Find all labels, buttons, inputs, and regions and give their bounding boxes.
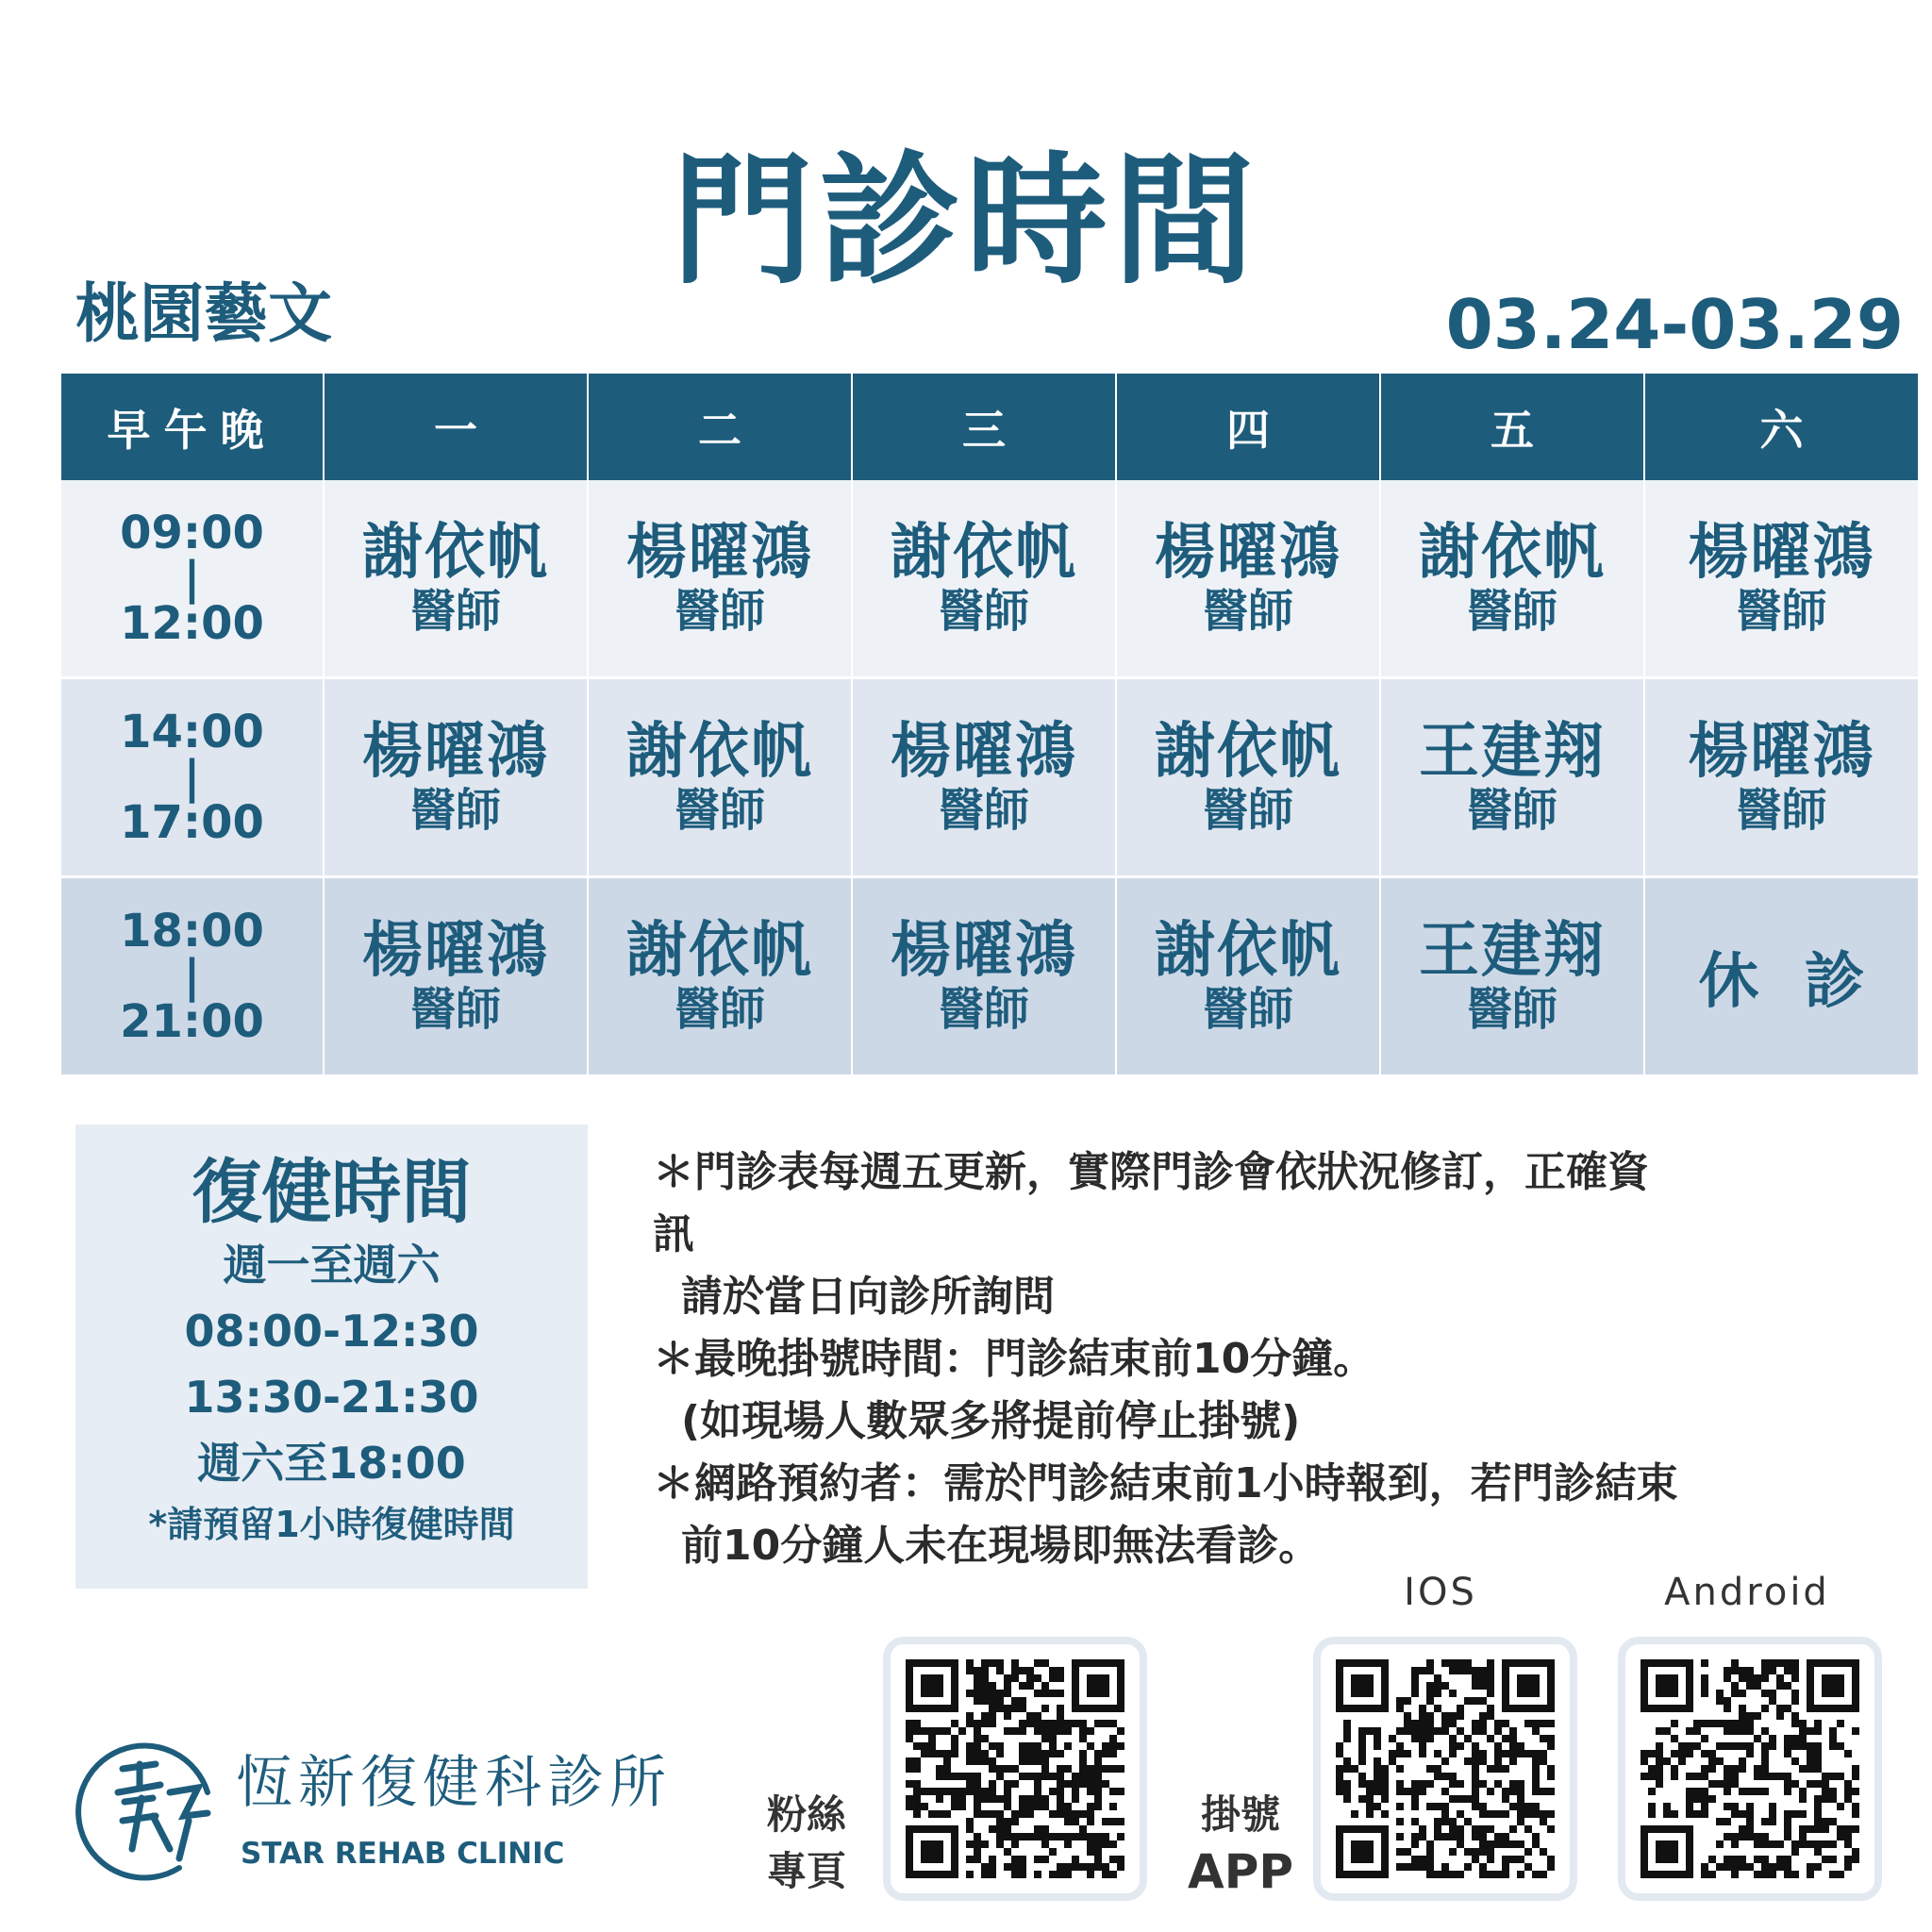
doctor-name: 謝依帆 — [362, 518, 549, 589]
fans-page-qr-code[interactable] — [883, 1637, 1147, 1901]
time-end: 12:00 — [120, 597, 264, 650]
clinic-name-cn: 恆新復健科診所 — [236, 1750, 672, 1816]
rehab-line: 週一至週六 — [223, 1240, 441, 1291]
time-end: 17:00 — [120, 796, 264, 849]
time-slot — [61, 877, 324, 1075]
note-line: ＊最晚掛號時間：門診結束前10分鐘。 — [653, 1335, 1375, 1383]
time-end: 21:00 — [120, 995, 264, 1048]
doctor-name: 楊曜鴻 — [626, 518, 813, 589]
doctor-title: 醫師 — [938, 584, 1029, 638]
qr-code-icon — [906, 1659, 1124, 1878]
schedule-cell — [1644, 877, 1918, 1075]
closed-label: 休診 — [1698, 947, 1910, 1017]
schedule-row — [61, 480, 1918, 678]
doctor-title: 醫師 — [1202, 982, 1293, 1036]
schedule-cell — [852, 678, 1116, 877]
doctor-title: 醫師 — [1202, 584, 1293, 638]
time-separator: | — [183, 751, 201, 804]
ios-app-qr-code[interactable] — [1313, 1637, 1577, 1901]
schedule-cell — [1380, 480, 1644, 678]
schedule-cell — [1644, 678, 1918, 877]
doctor-title: 醫師 — [1202, 783, 1293, 837]
day-header: 六 — [1644, 374, 1918, 480]
rehab-hours-box — [75, 1124, 588, 1589]
doctor-name: 謝依帆 — [626, 717, 813, 788]
android-app-qr-code[interactable] — [1618, 1637, 1882, 1901]
doctor-title: 醫師 — [938, 783, 1029, 837]
doctor-name: 楊曜鴻 — [362, 916, 549, 987]
doctor-name: 王建翔 — [1419, 717, 1606, 788]
corner-label: 早午晚 — [61, 374, 324, 480]
doctor-name: 楊曜鴻 — [891, 717, 1077, 788]
schedule-row — [61, 877, 1918, 1075]
qr-code-icon — [1641, 1659, 1859, 1878]
clinic-name-en: STAR REHAB CLINIC — [241, 1837, 565, 1871]
note-line: 前10分鐘人未在現場即無法看診。 — [681, 1522, 1321, 1570]
schedule-row — [61, 678, 1918, 877]
time-start: 18:00 — [120, 905, 264, 958]
doctor-name: 謝依帆 — [626, 916, 813, 987]
rehab-title: 復健時間 — [192, 1152, 472, 1233]
schedule-cell — [588, 480, 852, 678]
doctor-title: 醫師 — [409, 982, 501, 1036]
schedule-cell — [588, 877, 852, 1075]
schedule-cell — [1380, 678, 1644, 877]
doctor-name: 楊曜鴻 — [362, 717, 549, 788]
schedule-cell — [1116, 877, 1380, 1075]
doctor-name: 王建翔 — [1419, 916, 1606, 987]
schedule-cell — [1116, 480, 1380, 678]
schedule-cell — [1644, 480, 1918, 678]
note-line: ＊門診表每週五更新，實際門診會依狀況修訂，正確資 — [653, 1148, 1649, 1196]
note-line: 訊 — [653, 1210, 694, 1258]
day-header: 二 — [588, 374, 852, 480]
note-line: 請於當日向診所詢問 — [681, 1273, 1055, 1321]
notes-section — [653, 1141, 1870, 1577]
booking-app-label: 掛號 APP — [1188, 1791, 1293, 1899]
doctor-title: 醫師 — [1736, 783, 1827, 837]
day-header: 三 — [852, 374, 1116, 480]
fans-page-label: 粉絲 專頁 — [766, 1791, 846, 1894]
doctor-title: 醫師 — [938, 982, 1029, 1036]
doctor-name: 謝依帆 — [1155, 717, 1341, 788]
time-slot — [61, 678, 324, 877]
doctor-name: 楊曜鴻 — [1155, 518, 1341, 589]
doctor-title: 醫師 — [409, 584, 501, 638]
doctor-name: 楊曜鴻 — [1688, 717, 1875, 788]
schedule-cell — [852, 877, 1116, 1075]
time-slot — [61, 480, 324, 678]
doctor-title: 醫師 — [1736, 584, 1827, 638]
rehab-note: *請預留1小時復健時間 — [148, 1503, 515, 1545]
qr-code-icon — [1336, 1659, 1555, 1878]
doctor-title: 醫師 — [674, 982, 765, 1036]
rehab-line: 週六至18:00 — [197, 1437, 466, 1489]
day-header: 一 — [324, 374, 588, 480]
note-line: ＊網路預約者：需於門診結束前1小時報到，若門診結束 — [653, 1459, 1678, 1507]
day-header: 五 — [1380, 374, 1644, 480]
rehab-line: 08:00-12:30 — [184, 1306, 479, 1357]
schedule-cell — [324, 480, 588, 678]
doctor-title: 醫師 — [674, 584, 765, 638]
schedule-cell — [588, 678, 852, 877]
doctor-title: 醫師 — [674, 783, 765, 837]
schedule-header-row — [61, 374, 1918, 480]
schedule-cell — [324, 678, 588, 877]
schedule-cell — [324, 877, 588, 1075]
schedule-table — [61, 374, 1918, 1074]
doctor-title: 醫師 — [1466, 584, 1557, 638]
page-title: 門診時間 — [671, 140, 1260, 304]
schedule-cell — [1380, 877, 1644, 1075]
doctor-title: 醫師 — [1466, 783, 1557, 837]
doctor-title: 醫師 — [409, 783, 501, 837]
star-rehab-logo-icon — [66, 1726, 226, 1890]
doctor-name: 謝依帆 — [1155, 916, 1341, 987]
doctor-name: 楊曜鴻 — [1688, 518, 1875, 589]
rehab-line: 13:30-21:30 — [184, 1371, 479, 1423]
schedule-cell — [1116, 678, 1380, 877]
time-start: 09:00 — [120, 507, 264, 559]
doctor-name: 謝依帆 — [1419, 518, 1606, 589]
clinic-location: 桃園藝文 — [75, 277, 333, 352]
android-label: Android — [1664, 1571, 1830, 1614]
doctor-name: 謝依帆 — [891, 518, 1077, 589]
schedule-cell — [852, 480, 1116, 678]
time-separator: | — [183, 950, 201, 1003]
doctor-name: 楊曜鴻 — [891, 916, 1077, 987]
date-range: 03.24-03.29 — [1445, 285, 1904, 364]
note-line: (如現場人數眾多將提前停止掛號) — [681, 1397, 1301, 1445]
ios-label: IOS — [1404, 1571, 1477, 1614]
day-header: 四 — [1116, 374, 1380, 480]
time-start: 14:00 — [120, 706, 264, 758]
doctor-title: 醫師 — [1466, 982, 1557, 1036]
time-separator: | — [183, 552, 201, 605]
